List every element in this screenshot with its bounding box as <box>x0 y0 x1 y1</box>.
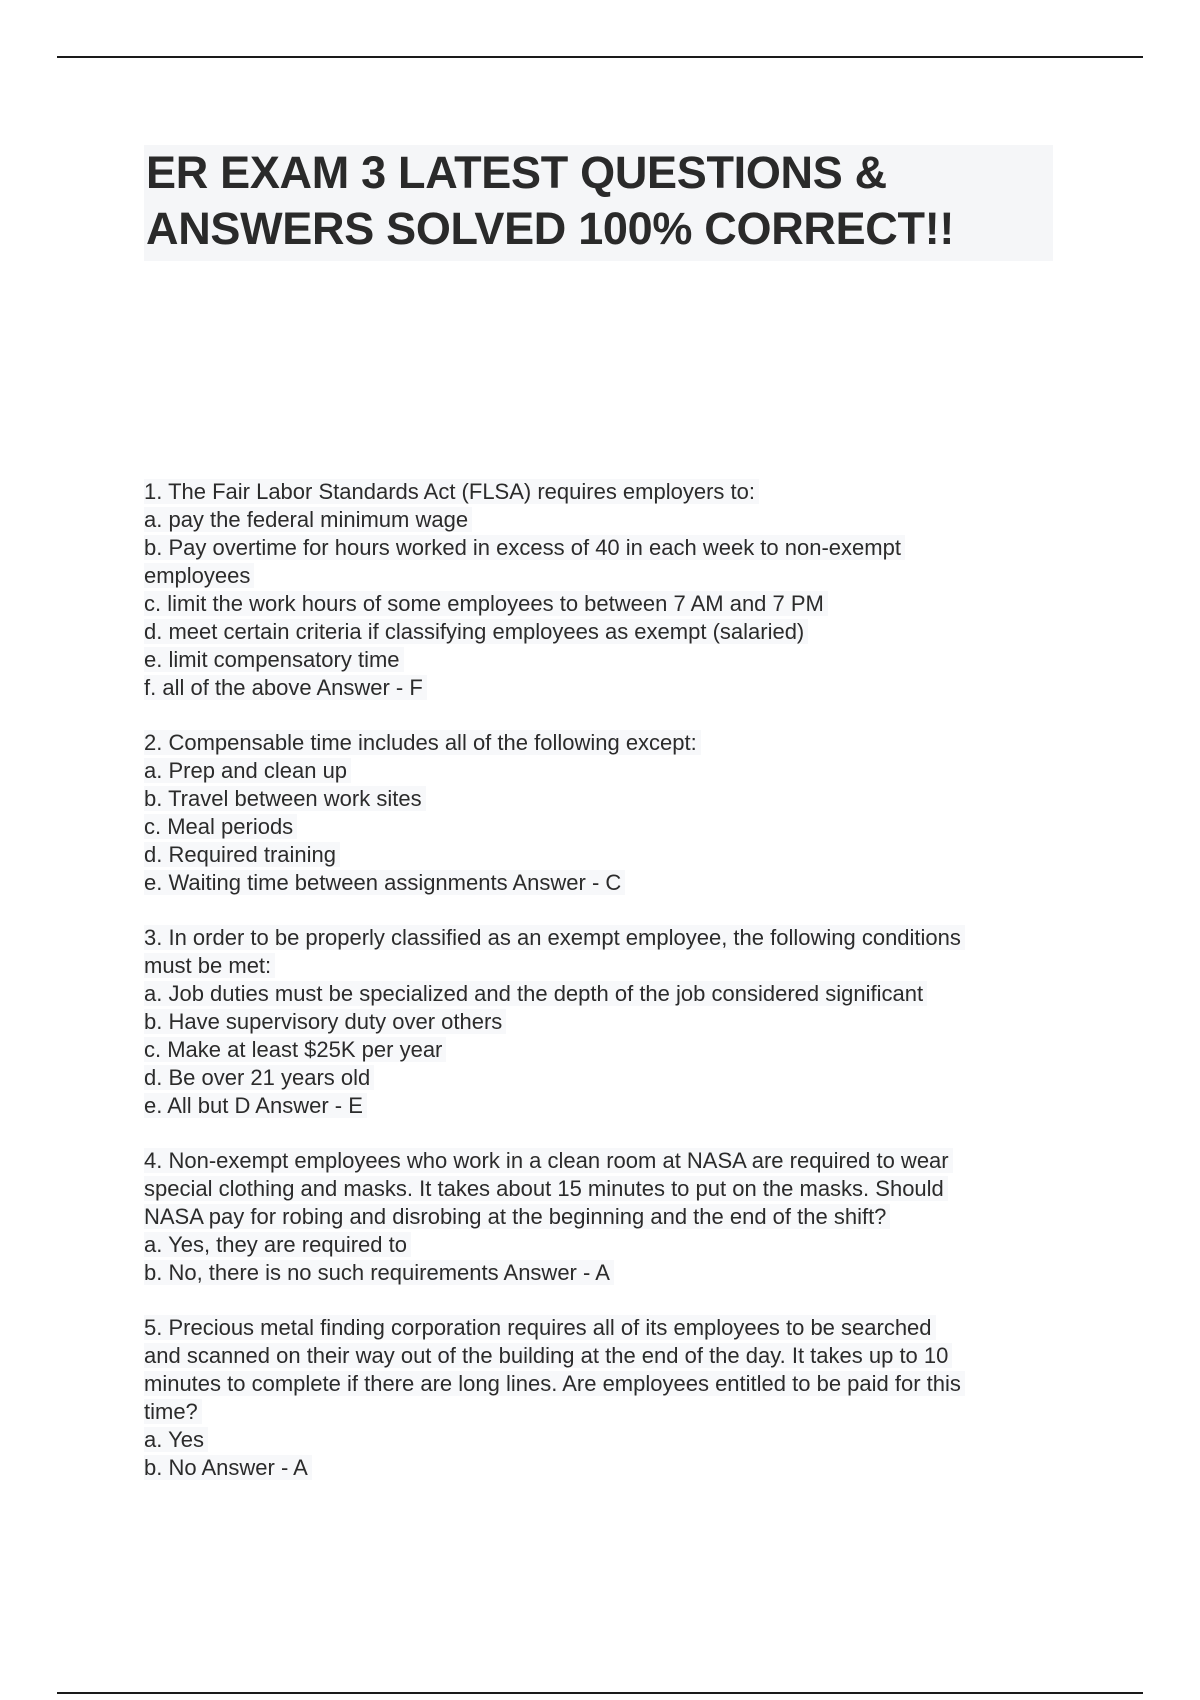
question-line: d. meet certain criteria if classifying employees as exempt (salaried) <box>144 618 1064 646</box>
question-line: minutes to complete if there are long lines. Are employees entitled to be paid for this <box>144 1370 1064 1398</box>
question-2 <box>144 729 1064 897</box>
question-line: 4. Non-exempt employees who work in a clean room at NASA are required to wear <box>144 1147 1064 1175</box>
question-line: NASA pay for robing and disrobing at the beginning and the end of the shift? <box>144 1203 1064 1231</box>
question-line: a. Yes, they are required to <box>144 1231 1064 1259</box>
answer-line: e. Waiting time between assignments Answer - C <box>144 869 1064 897</box>
question-list <box>144 478 1064 1509</box>
title-line-1: ER EXAM 3 LATEST QUESTIONS & <box>146 147 887 198</box>
question-line: a. Job duties must be specialized and the depth of the job considered significant <box>144 980 1064 1008</box>
question-line: a. Yes <box>144 1426 1064 1454</box>
question-line: special clothing and masks. It takes about 15 minutes to put on the masks. Should <box>144 1175 1064 1203</box>
question-line: c. limit the work hours of some employees to between 7 AM and 7 PM <box>144 590 1064 618</box>
top-rule <box>57 56 1143 58</box>
question-line: d. Be over 21 years old <box>144 1064 1064 1092</box>
question-4 <box>144 1147 1064 1287</box>
question-line: a. pay the federal minimum wage <box>144 506 1064 534</box>
question-line: c. Make at least $25K per year <box>144 1036 1064 1064</box>
answer-line: e. All but D Answer - E <box>144 1092 1064 1120</box>
bottom-rule <box>57 1692 1143 1694</box>
question-line: b. Travel between work sites <box>144 785 1064 813</box>
question-line: employees <box>144 562 1064 590</box>
answer-line: b. No Answer - A <box>144 1454 1064 1482</box>
question-line: a. Prep and clean up <box>144 757 1064 785</box>
title-line-2: ANSWERS SOLVED 100% CORRECT!! <box>146 203 955 254</box>
question-line: 1. The Fair Labor Standards Act (FLSA) requires employers to: <box>144 478 1064 506</box>
question-line: 5. Precious metal finding corporation requires all of its employees to be searched <box>144 1314 1064 1342</box>
question-line: 3. In order to be properly classified as an exempt employee, the following conditions <box>144 924 1064 952</box>
question-line: time? <box>144 1398 1064 1426</box>
question-line: b. Pay overtime for hours worked in excess of 40 in each week to non-exempt <box>144 534 1064 562</box>
answer-line: f. all of the above Answer - F <box>144 674 1064 702</box>
question-line: must be met: <box>144 952 1064 980</box>
question-line: d. Required training <box>144 841 1064 869</box>
question-line: b. Have supervisory duty over others <box>144 1008 1064 1036</box>
question-1 <box>144 478 1064 702</box>
question-line: and scanned on their way out of the building at the end of the day. It takes up to 10 <box>144 1342 1064 1370</box>
answer-line: b. No, there is no such requirements Answer - A <box>144 1259 1064 1287</box>
question-3 <box>144 924 1064 1120</box>
question-5 <box>144 1314 1064 1482</box>
question-line: c. Meal periods <box>144 813 1064 841</box>
question-line: e. limit compensatory time <box>144 646 1064 674</box>
document-title <box>144 145 1053 261</box>
question-line: 2. Compensable time includes all of the following except: <box>144 729 1064 757</box>
